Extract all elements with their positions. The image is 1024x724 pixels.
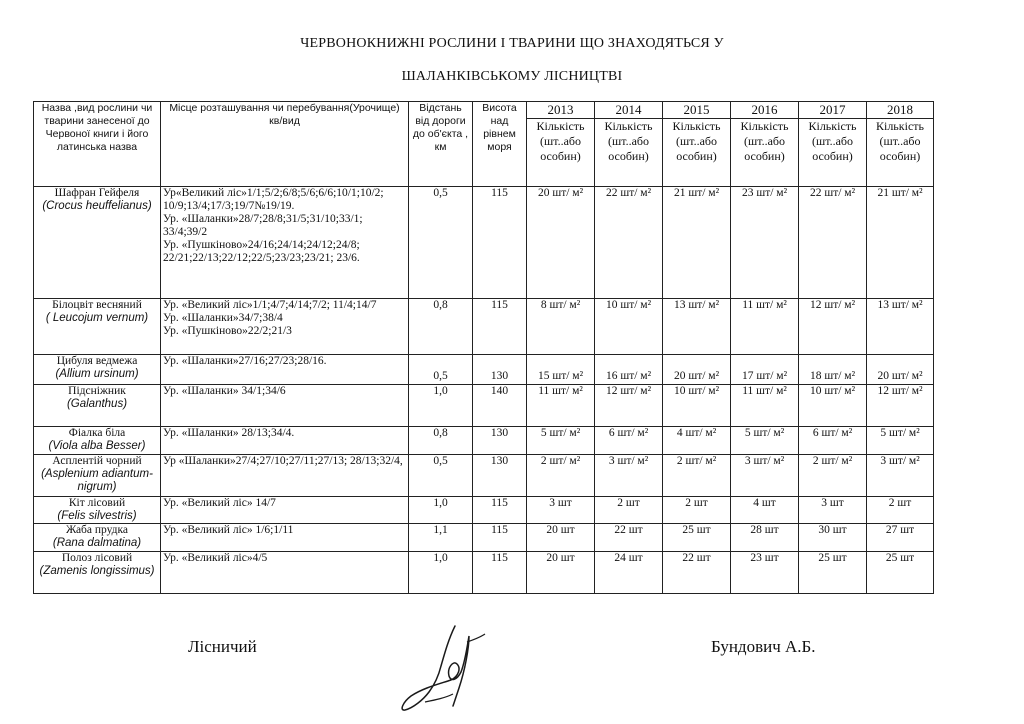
altitude-cell: 115: [473, 497, 527, 524]
species-cell: [34, 427, 161, 455]
distance-cell: 0,5: [409, 455, 473, 497]
count-cell: 13 шт/ м²: [663, 299, 731, 355]
species-cell: [34, 552, 161, 594]
count-cell: 20 шт/ м²: [527, 187, 595, 299]
header-quantity: Кількість (шт..або особин): [799, 119, 867, 187]
altitude-cell: 130: [473, 427, 527, 455]
location-line: Ур. «Великий ліс»4/5: [163, 552, 268, 564]
count-cell: 3 шт/ м²: [595, 455, 663, 497]
red-book-table: [33, 101, 934, 594]
header-quantity: Кількість (шт..або особин): [527, 119, 595, 187]
title-line-1: ЧЕРВОНОКНИЖНІ РОСЛИНИ І ТВАРИНИ ЩО ЗНАХОДЯТЬСЯ У: [300, 36, 724, 51]
table-row: [34, 524, 934, 552]
count-cell: 2 шт: [595, 497, 663, 524]
count-cell: 22 шт: [595, 524, 663, 552]
location-cell: [161, 187, 409, 299]
location-line: Ур. «Шаланки»28/7;28/8;31/5;31/10;33/1; 33/4;39/2: [163, 213, 363, 238]
table-row: [34, 497, 934, 524]
table-row: [34, 455, 934, 497]
header-year: 2018: [867, 102, 934, 119]
species-name: Білоцвіт весняний: [52, 299, 142, 311]
count-cell: 15 шт/ м²: [527, 355, 595, 385]
count-cell: 11 шт/ м²: [527, 385, 595, 427]
species-latin-name: (Galanthus): [66, 398, 128, 410]
count-cell: 30 шт: [799, 524, 867, 552]
table-row: [34, 355, 934, 385]
species-name: Полоз лісовий: [61, 552, 133, 564]
species-latin-name: (Zamenis longissimus): [39, 565, 155, 577]
location-line: Ур. «Шаланки»27/16;27/23;28/16.: [163, 355, 327, 367]
location-cell: [161, 455, 409, 497]
species-cell: [34, 455, 161, 497]
count-cell: 27 шт: [867, 524, 934, 552]
altitude-cell: 140: [473, 385, 527, 427]
species-cell: [34, 187, 161, 299]
count-cell: 20 шт: [527, 524, 595, 552]
species-name: Кіт лісовий: [68, 497, 126, 509]
count-cell: 22 шт/ м²: [595, 187, 663, 299]
count-cell: 25 шт: [663, 524, 731, 552]
count-cell: 10 шт/ м²: [663, 385, 731, 427]
header-quantity: Кількість (шт..або особин): [663, 119, 731, 187]
distance-cell: 0,5: [409, 187, 473, 299]
header-year: 2013: [527, 102, 595, 119]
count-cell: 18 шт/ м²: [799, 355, 867, 385]
table-row: [34, 385, 934, 427]
location-line: Ур. «Пушкіново»24/16;24/14;24/12;24/8; 22/21;22/13;22/12;22/5;23/23;23/21; 23/6.: [163, 239, 360, 264]
species-latin-name: (Felis silvestris): [57, 510, 137, 522]
location-line: Ур. «Пушкіново»22/2;21/3: [163, 325, 292, 337]
count-cell: 11 шт/ м²: [731, 299, 799, 355]
location-cell: [161, 427, 409, 455]
header-year: 2014: [595, 102, 663, 119]
count-cell: 3 шт: [527, 497, 595, 524]
species-latin-name: (Viola alba Besser): [48, 440, 146, 452]
altitude-cell: 115: [473, 187, 527, 299]
count-cell: 8 шт/ м²: [527, 299, 595, 355]
species-name: Фіалка біла: [68, 427, 126, 439]
count-cell: 5 шт/ м²: [527, 427, 595, 455]
species-name: Жаба прудка: [65, 524, 129, 536]
location-line: Ур «Шаланки»27/4;27/10;27/11;27/13; 28/13;32/4,: [163, 455, 403, 467]
distance-cell: 0,5: [409, 355, 473, 385]
table-row: [34, 427, 934, 455]
count-cell: 3 шт/ м²: [731, 455, 799, 497]
header-year: 2015: [663, 102, 731, 119]
distance-cell: 1,1: [409, 524, 473, 552]
altitude-cell: 130: [473, 355, 527, 385]
location-cell: [161, 497, 409, 524]
count-cell: 5 шт/ м²: [867, 427, 934, 455]
count-cell: 2 шт/ м²: [799, 455, 867, 497]
location-cell: [161, 385, 409, 427]
distance-cell: 1,0: [409, 497, 473, 524]
header-name: Назва ,вид рослини чи тварини занесеної до Червоної книги і його латинська назва: [34, 102, 161, 187]
location-line: Ур. «Великий ліс» 1/6;1/11: [163, 524, 294, 536]
count-cell: 3 шт: [799, 497, 867, 524]
species-name: Асплентій чорний: [52, 455, 142, 467]
count-cell: 23 шт: [731, 552, 799, 594]
count-cell: 16 шт/ м²: [595, 355, 663, 385]
header-year: 2016: [731, 102, 799, 119]
distance-cell: 1,0: [409, 552, 473, 594]
species-latin-name: (Rana dalmatina): [52, 537, 142, 549]
species-cell: [34, 385, 161, 427]
count-cell: 20 шт: [527, 552, 595, 594]
location-cell: [161, 552, 409, 594]
header-location: Місце розташування чи перебування(Урочище) кв/вид: [161, 102, 409, 187]
location-line: Ур. «Великий ліс»1/1;4/7;4/14;7/2; 11/4;14/7: [163, 299, 377, 311]
header-quantity: Кількість (шт..або особин): [867, 119, 934, 187]
forester-name: Бундович А.Б.: [711, 637, 816, 656]
location-line: Ур. «Великий ліс» 14/7: [163, 497, 276, 509]
count-cell: 22 шт/ м²: [799, 187, 867, 299]
header-quantity: Кількість (шт..або особин): [731, 119, 799, 187]
altitude-cell: 130: [473, 455, 527, 497]
table-row: [34, 552, 934, 594]
species-latin-name: (Crocus heuffelianus): [42, 200, 152, 212]
count-cell: 25 шт: [799, 552, 867, 594]
distance-cell: 1,0: [409, 385, 473, 427]
distance-cell: 0,8: [409, 427, 473, 455]
species-name: Шафран Гейфеля: [54, 187, 140, 199]
table-row: [34, 299, 934, 355]
count-cell: 3 шт/ м²: [867, 455, 934, 497]
count-cell: 4 шт/ м²: [663, 427, 731, 455]
species-latin-name: (Asplenium adiantum-nigrum): [41, 468, 153, 493]
location-line: Ур«Великий ліс»1/1;5/2;6/8;5/6;6/6;10/1;10/2; 10/9;13/4;17/3;19/7№19/19.: [163, 187, 384, 212]
location-line: Ур. «Шаланки» 28/13;34/4.: [163, 427, 295, 439]
count-cell: 23 шт/ м²: [731, 187, 799, 299]
altitude-cell: 115: [473, 299, 527, 355]
location-cell: [161, 355, 409, 385]
header-year: 2017: [799, 102, 867, 119]
species-cell: [34, 497, 161, 524]
location-cell: [161, 524, 409, 552]
count-cell: 4 шт: [731, 497, 799, 524]
count-cell: 17 шт/ м²: [731, 355, 799, 385]
count-cell: 24 шт: [595, 552, 663, 594]
location-line: Ур. «Шаланки»34/7;38/4: [163, 312, 283, 324]
count-cell: 2 шт/ м²: [527, 455, 595, 497]
count-cell: 12 шт/ м²: [595, 385, 663, 427]
count-cell: 2 шт: [867, 497, 934, 524]
count-cell: 21 шт/ м²: [663, 187, 731, 299]
count-cell: 5 шт/ м²: [731, 427, 799, 455]
header-distance: Відстань від дороги до об'єкта , км: [409, 102, 473, 187]
handwritten-signature: [395, 618, 505, 718]
species-name: Цибуля ведмежа: [56, 355, 138, 367]
header-altitude: Висота над рівнем моря: [473, 102, 527, 187]
title-line-2: ШАЛАНКІВСЬКОМУ ЛІСНИЦТВІ: [401, 69, 623, 84]
species-latin-name: (Allium ursinum): [55, 368, 139, 380]
count-cell: 6 шт/ м²: [799, 427, 867, 455]
location-line: Ур. «Шаланки» 34/1;34/6: [163, 385, 286, 397]
header-quantity: Кількість (шт..або особин): [595, 119, 663, 187]
species-cell: [34, 355, 161, 385]
count-cell: 10 шт/ м²: [595, 299, 663, 355]
altitude-cell: 115: [473, 524, 527, 552]
count-cell: 20 шт/ м²: [867, 355, 934, 385]
distance-cell: 0,8: [409, 299, 473, 355]
count-cell: 25 шт: [867, 552, 934, 594]
count-cell: 21 шт/ м²: [867, 187, 934, 299]
count-cell: 22 шт: [663, 552, 731, 594]
count-cell: 28 шт: [731, 524, 799, 552]
count-cell: 6 шт/ м²: [595, 427, 663, 455]
count-cell: 10 шт/ м²: [799, 385, 867, 427]
count-cell: 20 шт/ м²: [663, 355, 731, 385]
forester-label: Лісничий: [188, 637, 257, 656]
species-cell: [34, 299, 161, 355]
species-name: Підсніжник: [68, 385, 126, 397]
location-cell: [161, 299, 409, 355]
count-cell: 13 шт/ м²: [867, 299, 934, 355]
count-cell: 2 шт/ м²: [663, 455, 731, 497]
count-cell: 11 шт/ м²: [731, 385, 799, 427]
species-cell: [34, 524, 161, 552]
species-latin-name: ( Leucojum vernum): [45, 312, 149, 324]
table-row: [34, 187, 934, 299]
count-cell: 12 шт/ м²: [867, 385, 934, 427]
count-cell: 12 шт/ м²: [799, 299, 867, 355]
count-cell: 2 шт: [663, 497, 731, 524]
altitude-cell: 115: [473, 552, 527, 594]
